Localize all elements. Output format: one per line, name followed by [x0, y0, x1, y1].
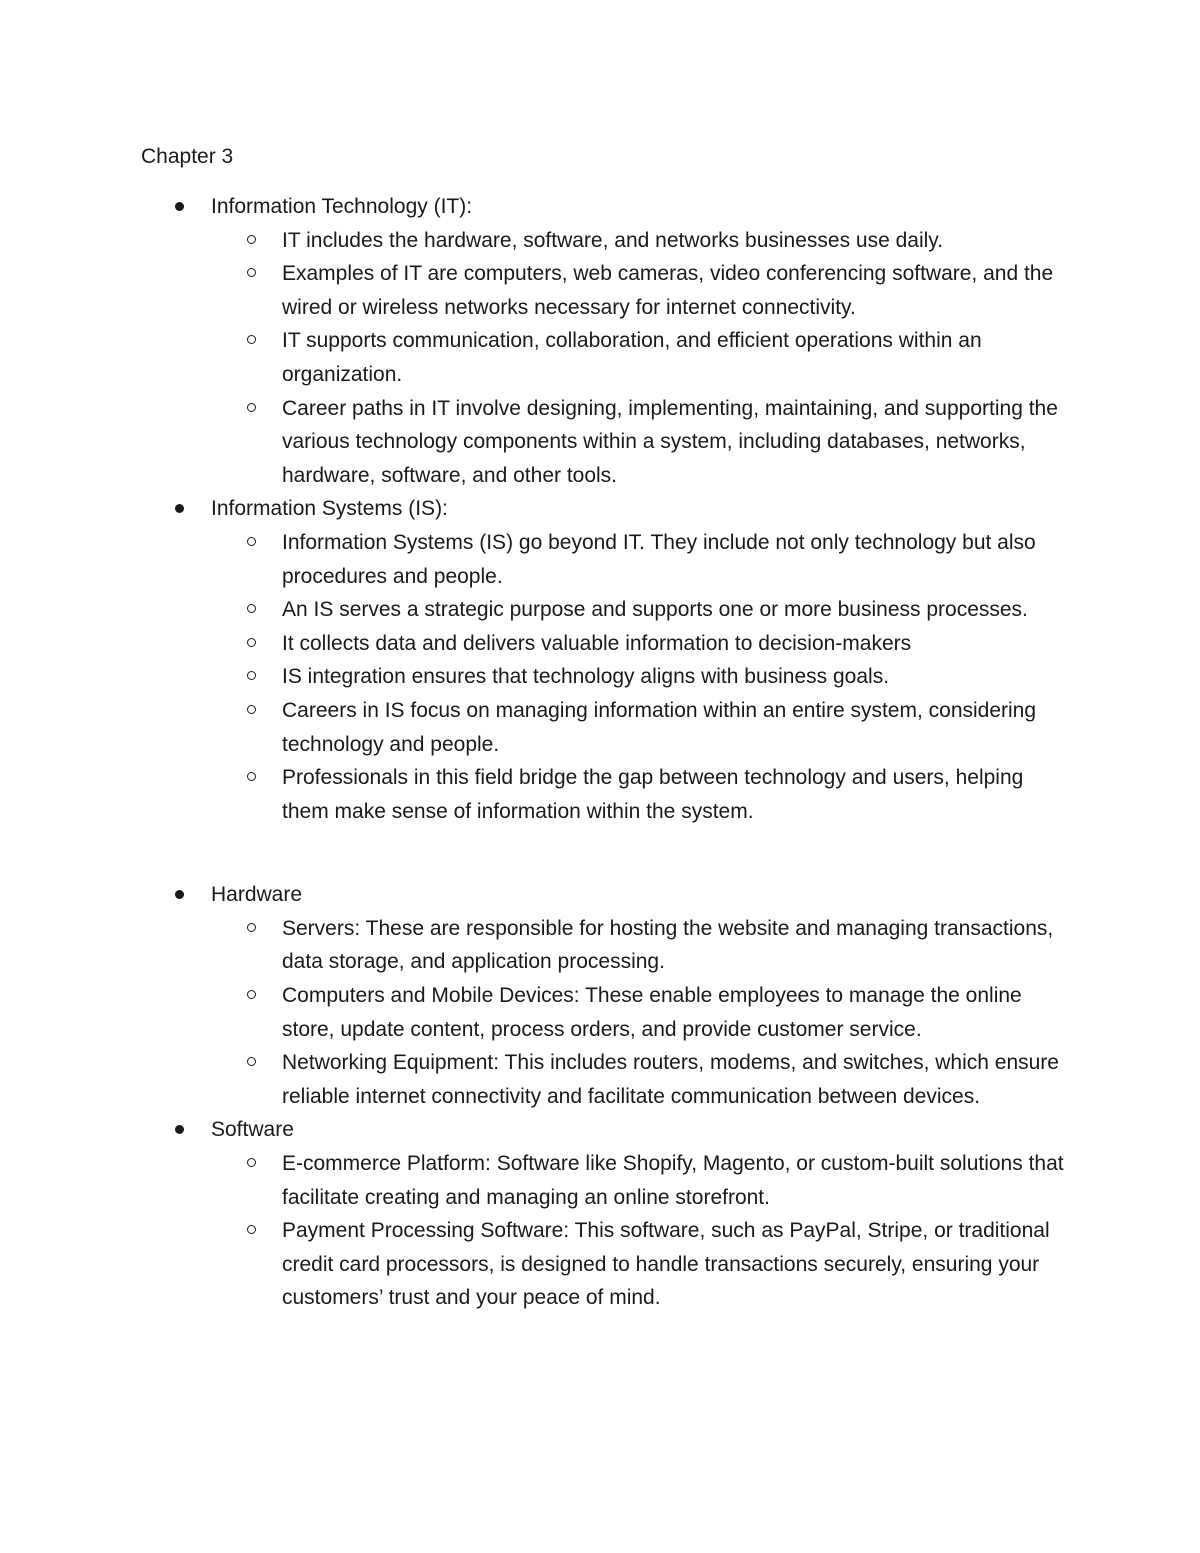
sub-list [0, 912, 1200, 1114]
list-item-text: IT supports communication, collaboration, and efficient operations within an organization. [282, 329, 982, 386]
list-item [0, 979, 1200, 1046]
list-item [0, 224, 1200, 258]
list-item [0, 392, 1200, 493]
hollow-bullet-icon [247, 604, 256, 613]
list-item [0, 912, 1200, 979]
filled-bullet-icon [175, 202, 184, 211]
list-item [0, 660, 1200, 694]
section-title: Hardware [211, 883, 303, 907]
filled-bullet-icon [175, 890, 184, 899]
hollow-bullet-icon [247, 1158, 256, 1167]
section-hardware [0, 878, 1200, 1113]
list-item-text: Examples of IT are computers, web cameras, video conferencing software, and the wired or wireless networks necessary for internet connectivity. [282, 262, 1054, 319]
section-title: Software [211, 1118, 294, 1142]
list-item [0, 761, 1200, 828]
hollow-bullet-icon [247, 403, 256, 412]
list-item-text: Professionals in this field bridge the gap between technology and users, helping them make sense of information within the system. [282, 766, 1024, 823]
list-item-text: Networking Equipment: This includes routers, modems, and switches, which ensure reliable internet connectivity and facilitate communication between devices. [282, 1051, 1059, 1108]
list-item-text: An IS serves a strategic purpose and supports one or more business processes. [282, 598, 1028, 622]
hollow-bullet-icon [247, 1057, 256, 1066]
hollow-bullet-icon [247, 772, 256, 781]
list-item-text: It collects data and delivers valuable information to decision-makers [282, 631, 912, 655]
list-item-text: Career paths in IT involve designing, implementing, maintaining, and supporting the various technology components within a system, including databases, networks, hardware, software, and other tools. [282, 396, 1058, 487]
hollow-bullet-icon [247, 638, 256, 647]
section-title: Information Systems (IS): [211, 497, 448, 521]
section-software [0, 1113, 1200, 1315]
list-item-text: IS integration ensures that technology aligns with business goals. [282, 665, 890, 689]
hollow-bullet-icon [247, 1225, 256, 1234]
section-title: Information Technology (IT): [211, 195, 473, 218]
list-item [0, 526, 1200, 593]
hollow-bullet-icon [247, 537, 256, 546]
hollow-bullet-icon [247, 671, 256, 680]
hollow-bullet-icon [247, 335, 256, 344]
list-item [0, 1147, 1200, 1214]
list-item-text: Servers: These are responsible for hosting the website and managing transactions, data storage, and application processing. [282, 916, 1054, 974]
hollow-bullet-icon [247, 705, 256, 714]
hollow-bullet-icon [247, 235, 256, 244]
list-item [0, 324, 1200, 391]
list-item [0, 694, 1200, 761]
sub-list [0, 526, 1200, 828]
list-item [0, 593, 1200, 627]
hollow-bullet-icon [247, 990, 256, 999]
sub-list [0, 1147, 1200, 1315]
section-information-systems [0, 492, 1200, 828]
list-item-text: IT includes the hardware, software, and networks businesses use daily. [282, 228, 944, 252]
list-item [0, 1046, 1200, 1113]
filled-bullet-icon [175, 1125, 184, 1134]
list-item [0, 257, 1200, 324]
list-item-text: Computers and Mobile Devices: These enable employees to manage the online store, update content, process orders, and provide customer service. [282, 984, 1022, 1041]
page-title: Chapter 3 [141, 145, 234, 168]
hollow-bullet-icon [247, 923, 256, 932]
list-item-text: Payment Processing Software: This software, such as PayPal, Stripe, or traditional credit card processors, is designed to handle transactions securely, ensuring your customers’ trust and your peace of mind. [282, 1219, 1050, 1310]
list-item [0, 627, 1200, 661]
hollow-bullet-icon [247, 268, 256, 277]
list-item-text: Careers in IS focus on managing information within an entire system, considering technology and people. [282, 698, 1037, 756]
section-information-technology [0, 190, 1200, 492]
list-item [0, 1214, 1200, 1315]
list-item-text: E-commerce Platform: Software like Shopify, Magento, or custom-built solutions that facilitate creating and managing an online storefront. [282, 1152, 1064, 1209]
filled-bullet-icon [175, 504, 184, 513]
list-item-text: Information Systems (IS) go beyond IT. They include not only technology but also procedures and people. [282, 530, 1036, 588]
outline-list [0, 190, 1200, 1315]
sub-list [0, 224, 1200, 493]
